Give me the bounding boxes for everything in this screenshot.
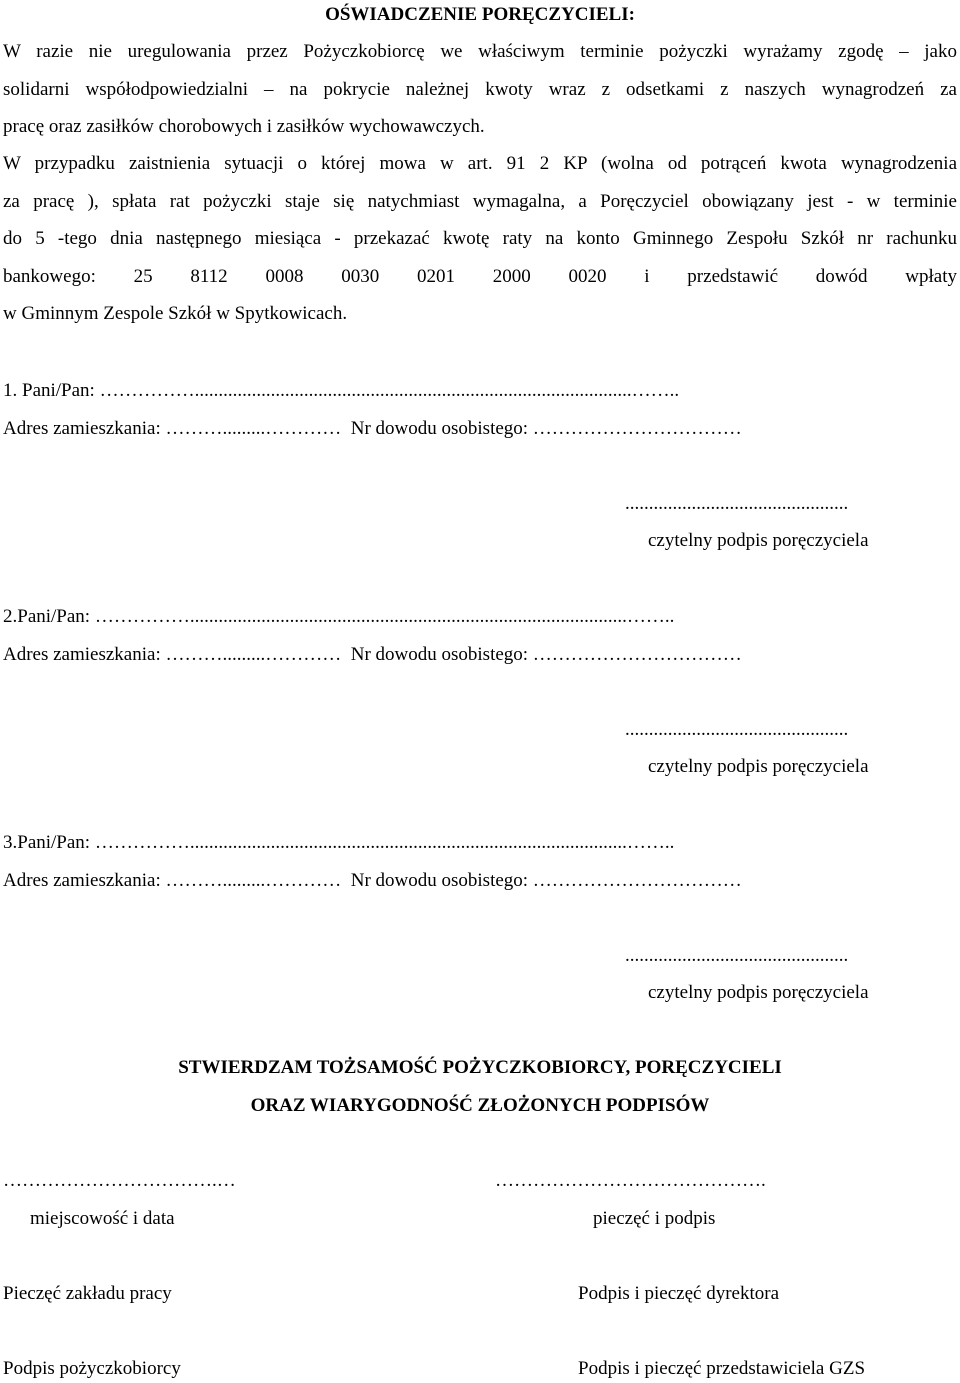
place-date-line[interactable]: …………………………….… [3,1170,236,1191]
workplace-stamp-label: Pieczęć zakładu pracy [3,1283,172,1304]
guarantor-3-address-id-field[interactable]: Adres zamieszkania: ……….........………… Nr dowodu osobistego: …………………………… [3,870,742,891]
confirmation-heading-line-2: ORAZ WIARYGODNOŚĆ ZŁOŻONYCH PODPISÓW [250,1095,710,1116]
paragraph-line: W razie nie uregulowania przez Pożyczkobiorcę we właściwym terminie pożyczki wyrażamy zgodę – jako [3,41,957,62]
guarantor-3-name-field[interactable]: 3.Pani/Pan: ……………............................................................................................…….. [3,832,675,853]
document-title: OŚWIADCZENIE PORĘCZYCIELI: [325,4,635,25]
borrower-signature-label: Podpis pożyczkobiorcy [3,1358,181,1379]
paragraph-line: solidarni współodpowiedzialni – na pokrycie należnej kwoty wraz z odsetkami z naszych wynagrodzeń za [3,78,957,100]
place-date-caption: miejscowość i data [30,1208,175,1229]
guarantor-3-signature-caption: czytelny podpis poręczyciela [648,982,869,1003]
repayment-paragraph [3,145,957,333]
paragraph-line: do 5 -tego dnia następnego miesiąca - przekazać kwotę raty na konto Gminnego Zespołu Szkół nr rachunku [3,228,957,249]
guarantor-2-signature-line[interactable]: ............................................... [625,719,849,740]
guarantor-2-name-field[interactable]: 2.Pani/Pan: ……………............................................................................................…….. [3,606,675,627]
director-signature-label: Podpis i pieczęć dyrektora [578,1283,780,1304]
confirmation-heading-line-1: STWIERDZAM TOŻSAMOŚĆ POŻYCZKOBIORCY, PORĘCZYCIELI [178,1057,782,1078]
paragraph-line: pracę oraz zasiłków chorobowych i zasiłków wychowawczych. [3,116,485,137]
guarantor-1-name-field[interactable]: 1. Pani/Pan: ……………............................................................................................…….. [3,380,680,401]
guarantor-1-address-id-field[interactable]: Adres zamieszkania: ……….........………… Nr dowodu osobistego: …………………………… [3,418,742,439]
consent-paragraph [3,33,957,146]
paragraph-line: za pracę ), spłata rat pożyczki staje się natychmiast wymagalna, a Poręczyciel obowiązany jest - w terminie [3,190,957,212]
guarantor-2-address-id-field[interactable]: Adres zamieszkania: ……….........………… Nr dowodu osobistego: …………………………… [3,644,742,665]
gzs-signature-label: Podpis i pieczęć przedstawiciela GZS [578,1358,866,1379]
paragraph-line: w Gminnym Zespole Szkół w Spytkowicach. [3,303,348,324]
paragraph-line: bankowego: 25 8112 0008 0030 0201 2000 0020 i przedstawić dowód wpłaty [3,265,957,287]
guarantor-1-signature-line[interactable]: ............................................... [625,493,849,514]
guarantor-2-signature-caption: czytelny podpis poręczyciela [648,756,869,777]
paragraph-line: W przypadku zaistnienia sytuacji o której mowa w art. 91 2 KP (wolna od potrąceń kwota wynagrodzenia [3,153,957,174]
stamp-signature-line[interactable]: ……………………………………. [495,1170,766,1191]
guarantor-1-signature-caption: czytelny podpis poręczyciela [648,530,869,551]
stamp-signature-caption: pieczęć i podpis [593,1208,716,1229]
guarantor-3-signature-line[interactable]: ............................................... [625,945,849,966]
